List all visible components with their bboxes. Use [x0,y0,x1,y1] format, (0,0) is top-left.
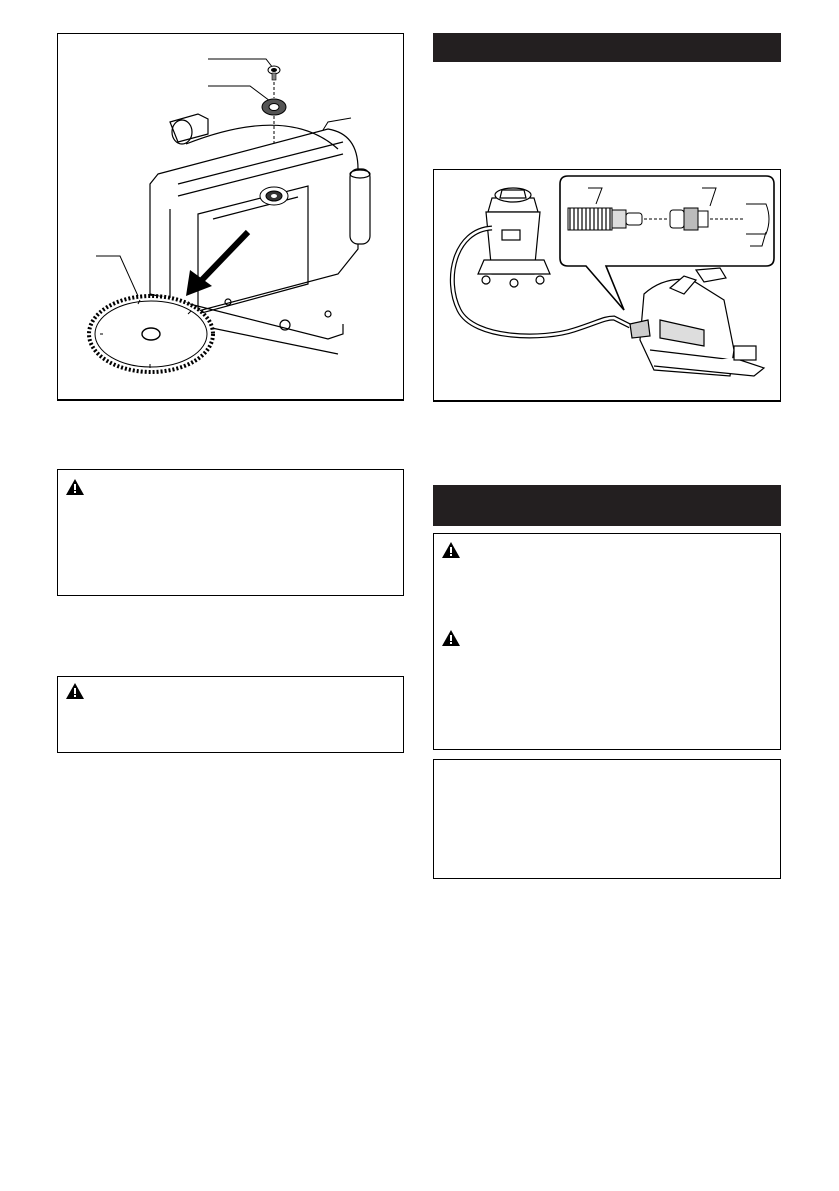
warning-box [57,469,404,596]
warning-box [433,533,781,750]
warning-box [57,676,404,753]
leader-saw-blade [96,256,138,296]
warning-triangle-icon [441,541,461,559]
figure-blade-removal [57,33,404,401]
inner-flange-icon [260,187,288,205]
plunge-saw-icon [630,268,764,376]
warning-triangle-icon [441,629,461,647]
leader-hex-bolt [208,59,273,68]
dust-extraction-illustration [434,170,780,399]
outer-flange-icon [262,99,286,115]
note-box [433,759,781,879]
vacuum-cleaner-icon [478,188,550,287]
joint-adapter-icon [670,208,708,230]
saw-blade-icon [89,296,213,372]
warning-triangle-icon [65,682,85,700]
warning-triangle-icon [65,478,85,496]
blade-removal-illustration [58,34,403,398]
section-header-bar [433,33,781,62]
leader-outer-flange [208,86,270,101]
figure-dust-extraction [433,169,781,402]
hex-bolt-icon [268,66,280,80]
section-header-bar [433,485,781,526]
dust-nozzle-icon [746,204,769,234]
